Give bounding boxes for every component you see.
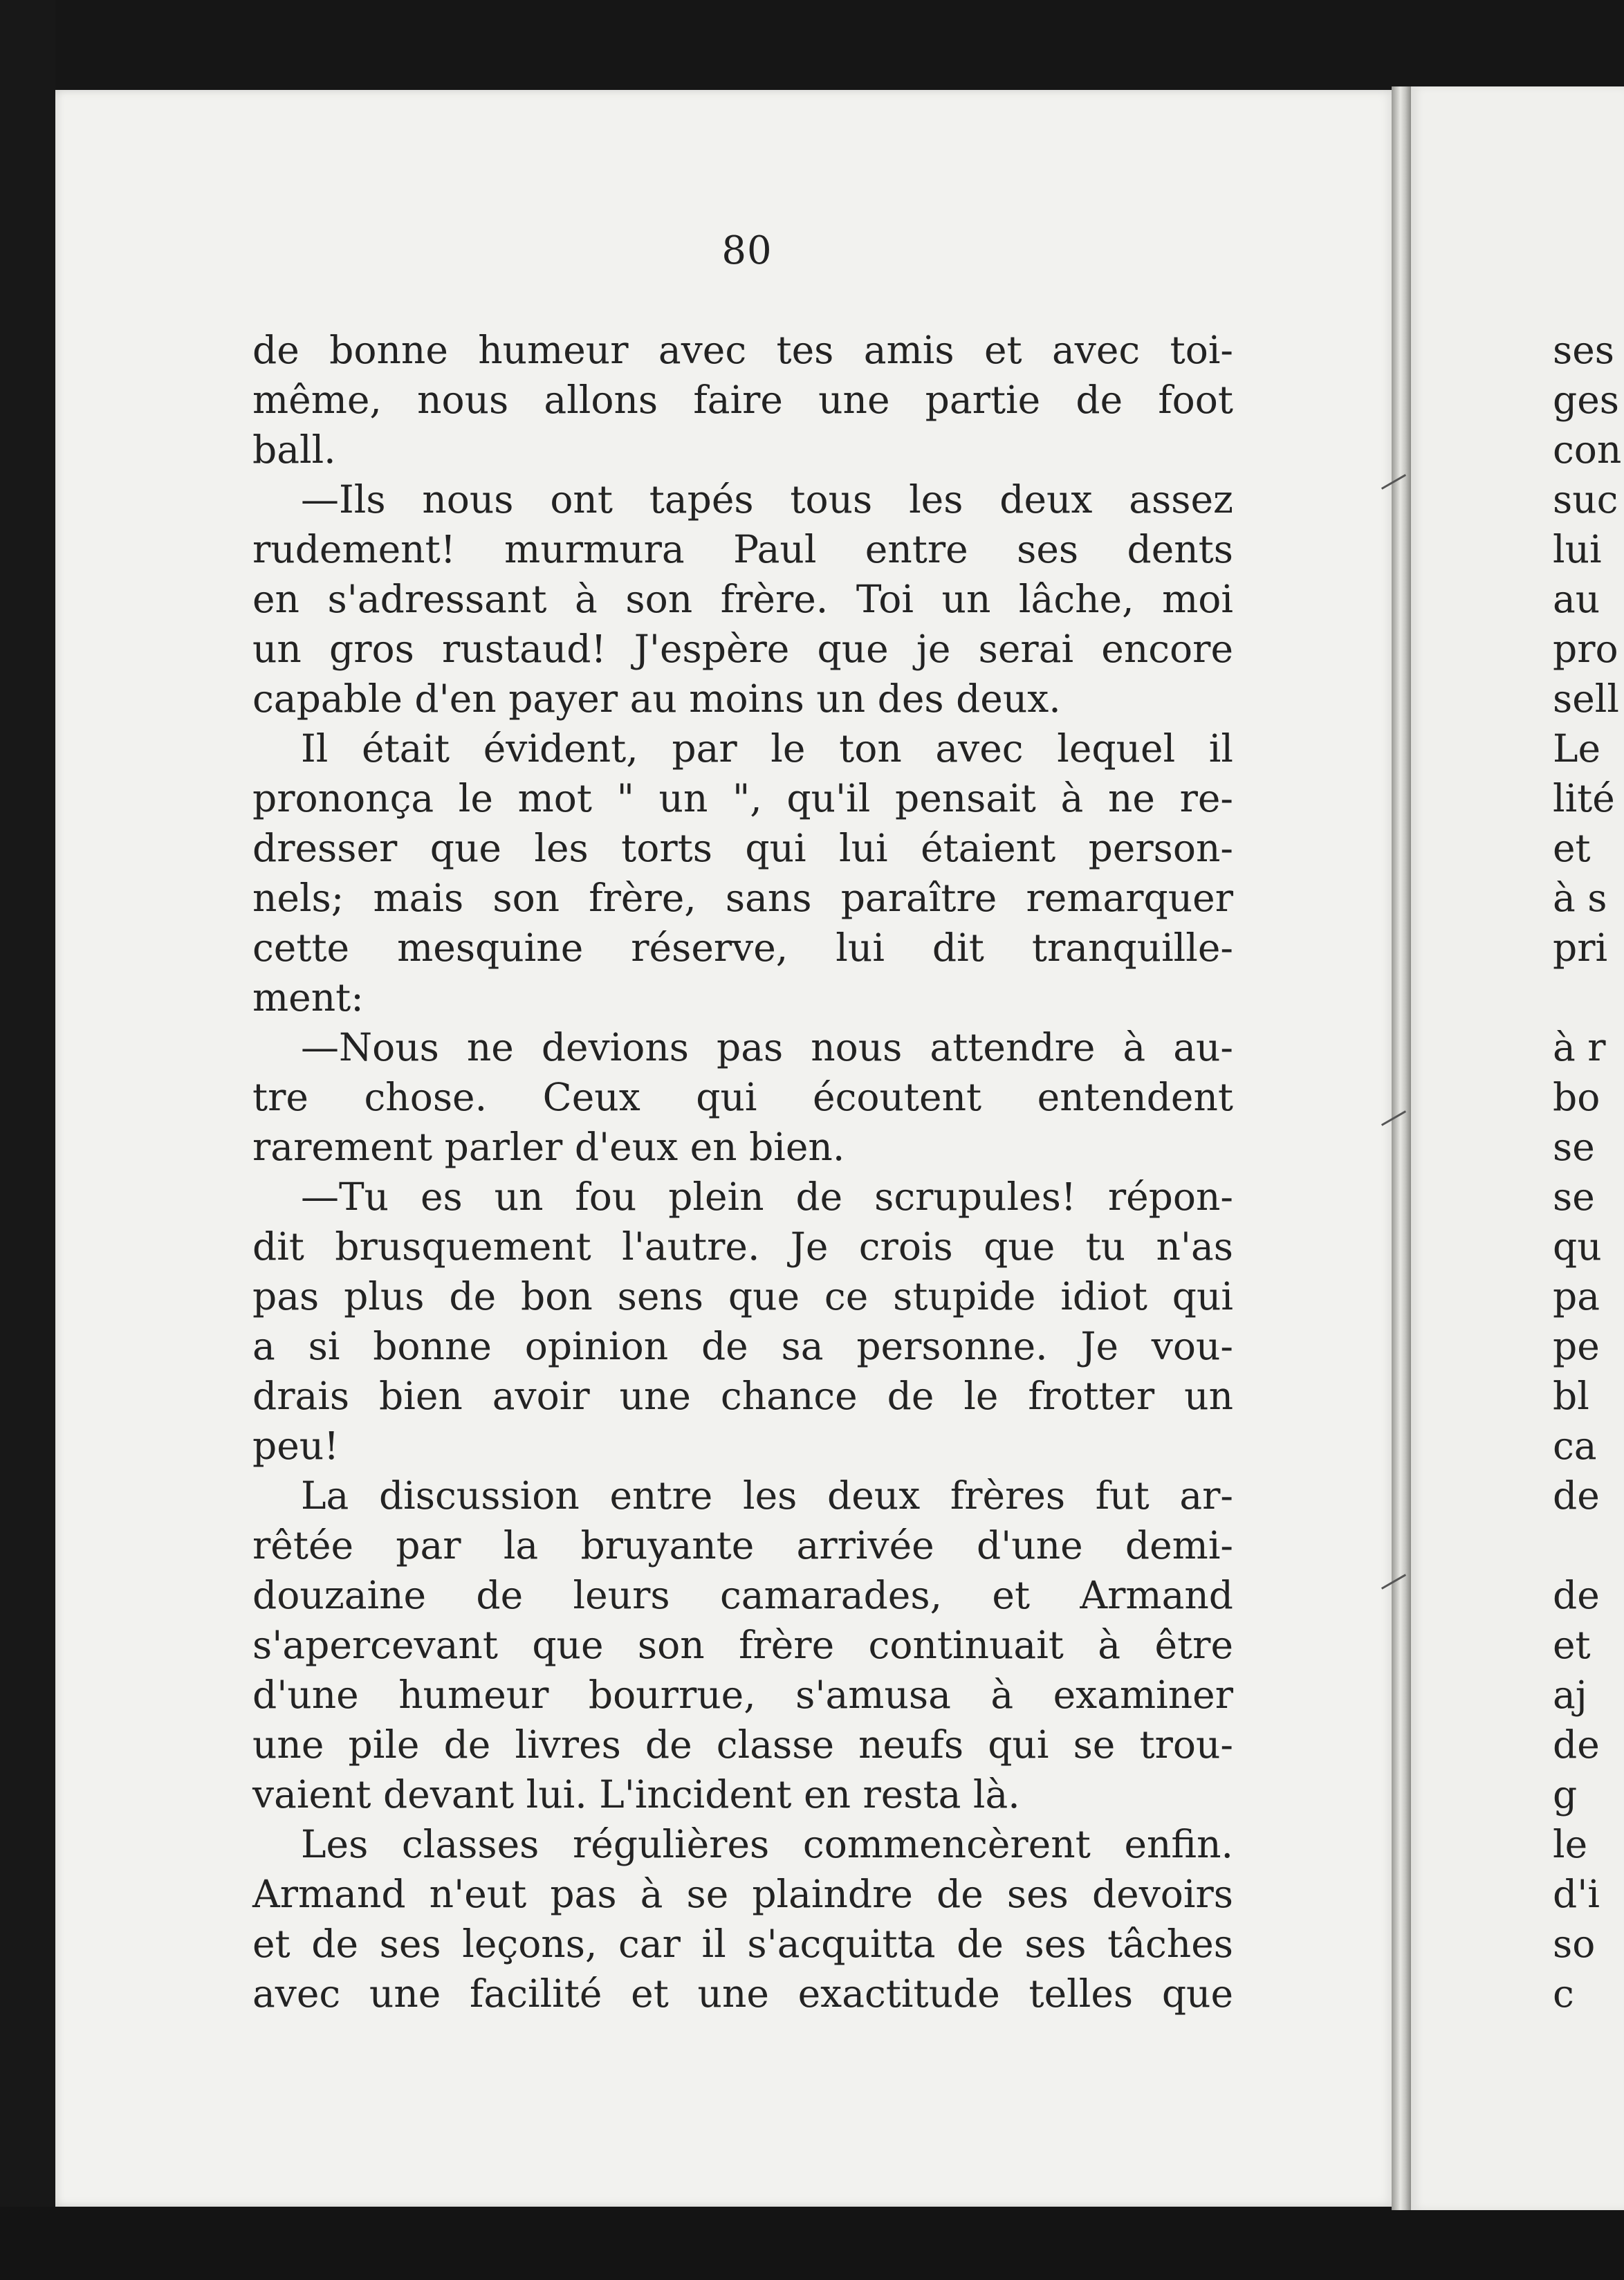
scan-border-bottom xyxy=(0,2207,1624,2280)
text-line: rêtée par la bruyante arrivée d'une demi- xyxy=(252,1523,1233,1568)
facing-text-fragment: so xyxy=(1553,1922,1596,1966)
facing-text-fragment: de xyxy=(1553,1473,1600,1518)
text-line: dit brusquement l'autre. Je crois que tu n'as xyxy=(252,1224,1233,1269)
text-line: même, nous allons faire une partie de foot xyxy=(252,378,1233,422)
text-line: en s'adressant à son frère. Toi un lâche, moi xyxy=(252,577,1233,621)
text-line: rarement parler d'eux en bien. xyxy=(252,1125,845,1169)
text-line: ball. xyxy=(252,428,336,472)
facing-text-fragment: ses xyxy=(1553,328,1614,372)
facing-text-fragment: suc xyxy=(1553,477,1618,522)
text-line: rudement! murmura Paul entre ses dents xyxy=(252,527,1233,571)
text-line: d'une humeur bourrue, s'amusa à examiner xyxy=(252,1673,1233,1717)
facing-text-fragment: qu xyxy=(1553,1224,1602,1269)
text-line: ment: xyxy=(252,975,364,1020)
facing-text-fragment xyxy=(1553,1520,1624,1570)
page-number: 80 xyxy=(721,228,773,273)
facing-text-fragment: au xyxy=(1553,577,1600,621)
text-line: et de ses leçons, car il s'acquitta de ses tâches xyxy=(252,1922,1233,1966)
text-line: Les classes régulières commencèrent enfin. xyxy=(301,1822,1233,1866)
facing-text-fragment: lité xyxy=(1553,776,1615,820)
facing-text-fragment: et xyxy=(1553,826,1591,870)
text-line: dresser que les torts qui lui étaient person- xyxy=(252,826,1233,870)
text-line: La discussion entre les deux frères fut ar- xyxy=(301,1473,1233,1518)
text-line: prononça le mot " un ", qu'il pensait à ne re- xyxy=(252,776,1233,820)
text-line: Armand n'eut pas à se plaindre de ses devoirs xyxy=(252,1872,1233,1916)
facing-text-fragment: bo xyxy=(1553,1075,1600,1119)
facing-text-fragment: c xyxy=(1553,1971,1574,2016)
text-line: pas plus de bon sens que ce stupide idiot qui xyxy=(252,1274,1233,1318)
facing-text-fragment: aj xyxy=(1553,1673,1587,1717)
facing-text-fragment: con xyxy=(1553,428,1622,472)
facing-text-fragment: et xyxy=(1553,1623,1591,1667)
facing-text-fragment: d'i xyxy=(1553,1872,1600,1916)
facing-text-fragment: ges xyxy=(1553,378,1619,422)
facing-text-fragment: de xyxy=(1553,1722,1600,1767)
text-line: un gros rustaud! J'espère que je serai encore xyxy=(252,627,1233,671)
facing-text-fragment: Le xyxy=(1553,726,1601,771)
facing-text-fragment: se xyxy=(1553,1125,1595,1169)
facing-text-fragment: le xyxy=(1553,1822,1588,1866)
facing-text-fragment: sell xyxy=(1553,677,1619,721)
facing-text-fragment: pro xyxy=(1553,627,1618,671)
facing-text-fragment: à s xyxy=(1553,876,1607,920)
facing-text-fragment: pri xyxy=(1553,926,1608,970)
text-line: avec une facilité et une exactitude telles que xyxy=(252,1971,1233,2016)
text-line: s'apercevant que son frère continuait à être xyxy=(252,1623,1233,1667)
text-line: de bonne humeur avec tes amis et avec toi- xyxy=(252,328,1233,372)
text-line: tre chose. Ceux qui écoutent entendent xyxy=(252,1075,1233,1119)
facing-text-fragment: lui xyxy=(1553,527,1602,571)
facing-text-fragment: g xyxy=(1553,1772,1578,1817)
text-line: douzaine de leurs camarades, et Armand xyxy=(252,1573,1233,1617)
scan-border-left xyxy=(0,0,55,2280)
facing-text-fragment: pa xyxy=(1553,1274,1600,1318)
facing-text-fragment: à r xyxy=(1553,1025,1606,1069)
book-gutter xyxy=(1392,86,1411,2210)
scan-border-top xyxy=(0,0,1624,90)
facing-text-fragment: de xyxy=(1553,1573,1600,1617)
text-line: cette mesquine réserve, lui dit tranquille- xyxy=(252,926,1233,970)
text-line: capable d'en payer au moins un des deux. xyxy=(252,677,1061,721)
text-line: —Tu es un fou plein de scrupules! répon- xyxy=(301,1175,1233,1219)
text-line: Il était évident, par le ton avec lequel il xyxy=(301,726,1233,771)
facing-text-fragment: pe xyxy=(1553,1324,1600,1368)
facing-page-text xyxy=(1553,325,1624,2019)
facing-text-fragment: se xyxy=(1553,1175,1595,1219)
facing-text-fragment: ca xyxy=(1553,1424,1597,1468)
text-line: drais bien avoir une chance de le frotter un xyxy=(252,1374,1233,1418)
facing-text-fragment xyxy=(1553,973,1624,1022)
text-line: nels; mais son frère, sans paraître remarquer xyxy=(252,876,1233,920)
text-line: peu! xyxy=(252,1424,340,1468)
text-line: a si bonne opinion de sa personne. Je vou- xyxy=(252,1324,1233,1368)
facing-text-fragment: bl xyxy=(1553,1374,1589,1418)
text-line: —Nous ne devions pas nous attendre à au- xyxy=(301,1025,1233,1069)
body-text xyxy=(252,325,1233,2019)
text-line: vaient devant lui. L'incident en resta là. xyxy=(252,1772,1020,1817)
text-line: une pile de livres de classe neufs qui se trou- xyxy=(252,1722,1233,1767)
text-line: —Ils nous ont tapés tous les deux assez xyxy=(301,477,1233,522)
